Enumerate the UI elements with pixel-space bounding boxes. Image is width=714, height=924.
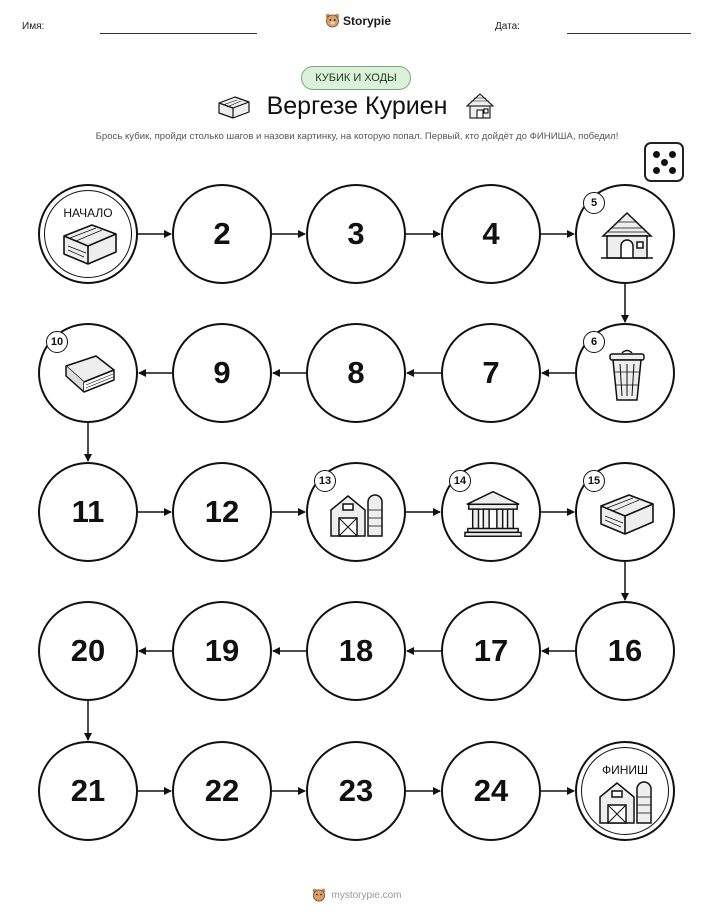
board-cell-7 (441, 323, 541, 423)
board-cell-2 (172, 184, 272, 284)
board-cell-14 (441, 462, 541, 562)
museum-icon (463, 486, 523, 542)
board-cell-4 (441, 184, 541, 284)
cell-number-badge: 15 (583, 470, 605, 492)
trash-can-icon (597, 347, 657, 403)
board-cell-19 (172, 601, 272, 701)
board-cell-18 (306, 601, 406, 701)
barn-icon (328, 486, 388, 542)
cell-number-badge: 10 (46, 331, 68, 353)
name-label: Имя: (22, 21, 45, 32)
barn-icon (597, 777, 657, 825)
board-cell-11 (38, 462, 138, 562)
cell-number: 9 (213, 355, 231, 390)
board-cell-13 (306, 462, 406, 562)
brand-name: Storypie (343, 13, 392, 28)
board-cell-12 (172, 462, 272, 562)
board-cell-23 (306, 741, 406, 841)
cell-number: 17 (473, 633, 509, 668)
board-cell-9 (172, 323, 272, 423)
cell-number: 11 (71, 494, 105, 529)
cell-number: 19 (204, 633, 240, 668)
cell-number: 3 (347, 216, 365, 251)
board-cell-17 (441, 601, 541, 701)
parcel-icon (60, 220, 120, 268)
board-cell-21 (38, 741, 138, 841)
cell-number-badge: 14 (449, 470, 471, 492)
cell-number-badge: 5 (583, 192, 605, 214)
cell-number-badge: 13 (314, 470, 336, 492)
cell-number: 16 (607, 633, 643, 668)
cell-number: 20 (70, 633, 106, 668)
cell-number: 18 (338, 633, 374, 668)
board-cell-6 (575, 323, 675, 423)
board-cell-1 (38, 184, 138, 284)
cell-number: 21 (70, 773, 106, 808)
cell-number-badge: 6 (583, 331, 605, 353)
board-cell-8 (306, 323, 406, 423)
cell-number: 7 (482, 355, 500, 390)
bear-logo-icon (312, 888, 326, 902)
cell-number: 24 (473, 773, 509, 808)
board-cell-24 (441, 741, 541, 841)
finish-label: ФИНИШ (601, 763, 649, 777)
cell-number: 12 (204, 494, 240, 529)
board-cell-15 (575, 462, 675, 562)
start-label: НАЧАЛО (63, 206, 113, 220)
page-title: Вергезе Куриен (266, 92, 448, 120)
board-cell-25 (575, 741, 675, 841)
book-icon (60, 347, 120, 403)
cell-number: 23 (338, 773, 374, 808)
cell-number: 22 (204, 773, 240, 808)
board-cell-16 (575, 601, 675, 701)
cell-number: 2 (213, 216, 231, 251)
cell-number: 8 (347, 355, 365, 390)
footer-url[interactable]: mystorypie.com (331, 889, 402, 901)
game-type-badge: КУБИК И ХОДЫ (301, 66, 411, 90)
board-cell-3 (306, 184, 406, 284)
parcel-icon (597, 486, 657, 542)
instructions: Брось кубик, пройди столько шагов и назови картинку, на которую попал. Первый, кто дойдёт до ФИНИША, победил! (95, 131, 619, 142)
board-cell-20 (38, 601, 138, 701)
footer (0, 888, 714, 902)
board-cell-5 (575, 184, 675, 284)
board-cell-10 (38, 323, 138, 423)
hut-icon (597, 208, 657, 264)
date-label: Дата: (495, 21, 520, 32)
cell-number: 4 (482, 216, 500, 251)
board-cell-22 (172, 741, 272, 841)
